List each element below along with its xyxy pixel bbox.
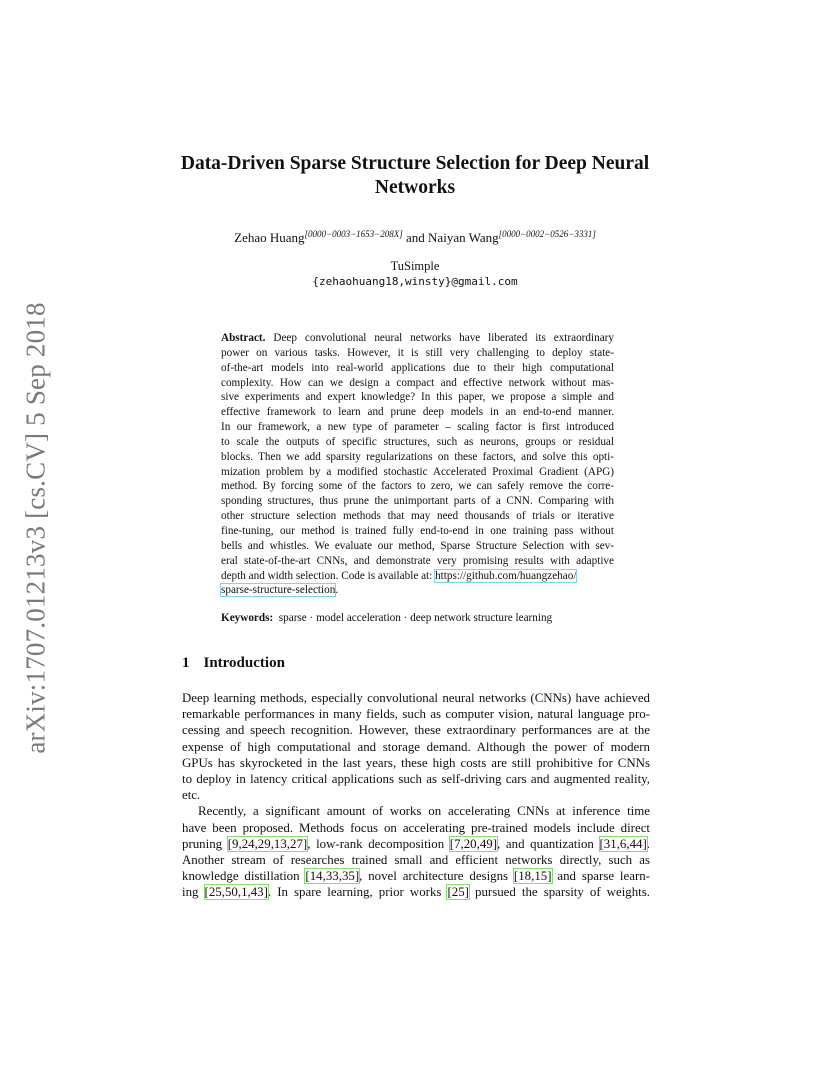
body-text-fragment: . — [646, 836, 650, 851]
title-line-2: Networks — [374, 177, 456, 198]
abstract-end-period: . — [335, 584, 339, 597]
citation-link[interactable]: [14,33,35] — [305, 869, 360, 884]
abstract-line: effective framework to learn and prune deep models in an end-to-end manner. — [221, 406, 614, 419]
abstract-line-text: Deep convolutional neural networks have liberated its extraordinary — [273, 332, 614, 344]
paper-title — [150, 152, 680, 200]
author-list — [150, 229, 680, 246]
body-line — [182, 836, 650, 852]
body-text-fragment: and sparse learn- — [551, 869, 650, 884]
body-text-fragment: , low-rank decomposition — [307, 836, 450, 851]
body-line: Recently, a significant amount of works on accelerating CNNs at inference time — [198, 804, 650, 819]
author-1-orcid: [0000−0003−1653−208X] — [304, 229, 403, 239]
citation-link[interactable]: [9,24,29,13,27] — [227, 836, 308, 851]
abstract-line: blocks. Then we add sparsity regularizations on these factors, and solve this opti- — [221, 450, 614, 463]
body-line: Another stream of researches trained small and efficient networks directly, such as — [182, 853, 650, 868]
abstract-line: In our framework, a new type of parameter – scaling factor is first introduced — [221, 421, 614, 434]
citation-link[interactable]: [7,20,49] — [449, 836, 498, 851]
author-1-name: Zehao Huang — [234, 230, 305, 245]
abstract-line: eral state-of-the-art CNNs, and demonstrate very promising results with adaptive — [221, 554, 614, 567]
author-conjunction: and — [406, 230, 425, 245]
body-line: Deep learning methods, especially convolutional neural networks (CNNs) have achieved — [182, 691, 650, 705]
abstract-line: method. By forcing some of the factors to zero, we can safely remove the corre- — [221, 480, 614, 493]
author-2-name: Naiyan Wang — [428, 230, 499, 245]
body-text-fragment: , and quantization — [497, 836, 600, 851]
citation-link[interactable]: [18,15] — [513, 869, 552, 884]
abstract-line: mization problem by a modified stochastic Accelerated Proximal Gradient (APG) — [221, 465, 614, 478]
citation-link[interactable]: [31,6,44] — [599, 836, 647, 851]
abstract-heading: Abstract. — [221, 332, 266, 344]
body-text-fragment: pursued the sparsity of weights. — [468, 885, 650, 900]
body-line: etc. — [182, 788, 201, 803]
body-line — [182, 868, 650, 884]
keywords-text: sparse · model acceleration · deep network structure learning — [278, 612, 553, 624]
introduction-body — [182, 690, 650, 901]
abstract-line: sponding structures, thus prune the unimportant parts of a CNN. Comparing with — [221, 495, 614, 508]
arxiv-identifier-stamp: arXiv:1707.01213v3 [cs.CV] 5 Sep 2018 — [20, 302, 51, 754]
keywords-heading: Keywords: — [221, 612, 274, 624]
abstract-line: of-the-art models into real-world applications due to their high computational — [221, 361, 614, 374]
citation-link[interactable]: [25] — [447, 885, 469, 900]
section-number: 1 — [182, 655, 190, 671]
body-line — [182, 884, 650, 900]
body-line: to deploy in latency critical applications such as self-driving cars and augmented reality, — [182, 772, 650, 787]
abstract-line: sive experiments and expert knowledge? In this paper, we propose a simple and — [221, 391, 614, 404]
author-emails: {zehaohuang18,winsty}@gmail.com — [312, 275, 518, 288]
abstract-line: fine-tuning, our method is trained fully end-to-end in one training pass without — [221, 524, 614, 537]
abstract-line — [221, 583, 614, 598]
body-line: expense of high computational and storage demand. Although the power of modern — [182, 739, 650, 754]
body-line: GPUs has skyrocketed in the last years, these high costs are still prohibitive for CNNs — [182, 755, 650, 770]
citation-link[interactable]: [25,50,1,43] — [204, 885, 268, 900]
code-repository-link-part-2[interactable]: sparse-structure-selection — [221, 584, 336, 597]
abstract-line: complexity. How can we design a compact and effective network without mas- — [221, 376, 614, 389]
body-text-fragment: pruning — [182, 836, 228, 851]
body-text-fragment: knowledge distillation — [182, 869, 306, 884]
affiliation-block — [150, 258, 680, 290]
body-line: cessing and speech recognition. However, these extraordinary performances are at the — [182, 723, 650, 738]
abstract-line — [221, 331, 614, 346]
body-line: have been proposed. Methods focus on accelerating pre-trained models include direct — [182, 820, 650, 835]
section-heading-introduction — [182, 655, 285, 672]
abstract-line — [221, 569, 614, 584]
abstract-line-text: depth and width selection. Code is available at: — [221, 569, 436, 582]
body-text-fragment: , novel architecture designs — [359, 869, 514, 884]
keywords — [221, 612, 621, 624]
abstract-line: bells and whistles. We evaluate our method, Sparse Structure Selection with sev- — [221, 539, 614, 552]
affiliation-name: TuSimple — [390, 259, 440, 273]
author-2-orcid: [0000−0002−0526−3331] — [498, 229, 596, 239]
abstract-line: power on various tasks. However, it is still very challenging to deploy state- — [221, 346, 614, 359]
body-text-fragment: ing — [182, 885, 205, 900]
abstract-line: other structure selection methods that may need thousands of trials or iterative — [221, 510, 614, 523]
body-line: remarkable performances in many fields, such as computer vision, natural language pro- — [182, 707, 650, 722]
abstract-line: to scale the outputs of specific structures, such as neurons, groups or residual — [221, 435, 614, 448]
code-repository-link-part-1[interactable]: https://github.com/huangzehao/ — [435, 569, 577, 582]
body-text-fragment: . In spare learning, prior works — [267, 885, 448, 900]
title-line-1: Data-Driven Sparse Structure Selection for Deep Neural — [180, 153, 650, 174]
abstract — [221, 331, 614, 598]
section-title: Introduction — [203, 655, 285, 671]
